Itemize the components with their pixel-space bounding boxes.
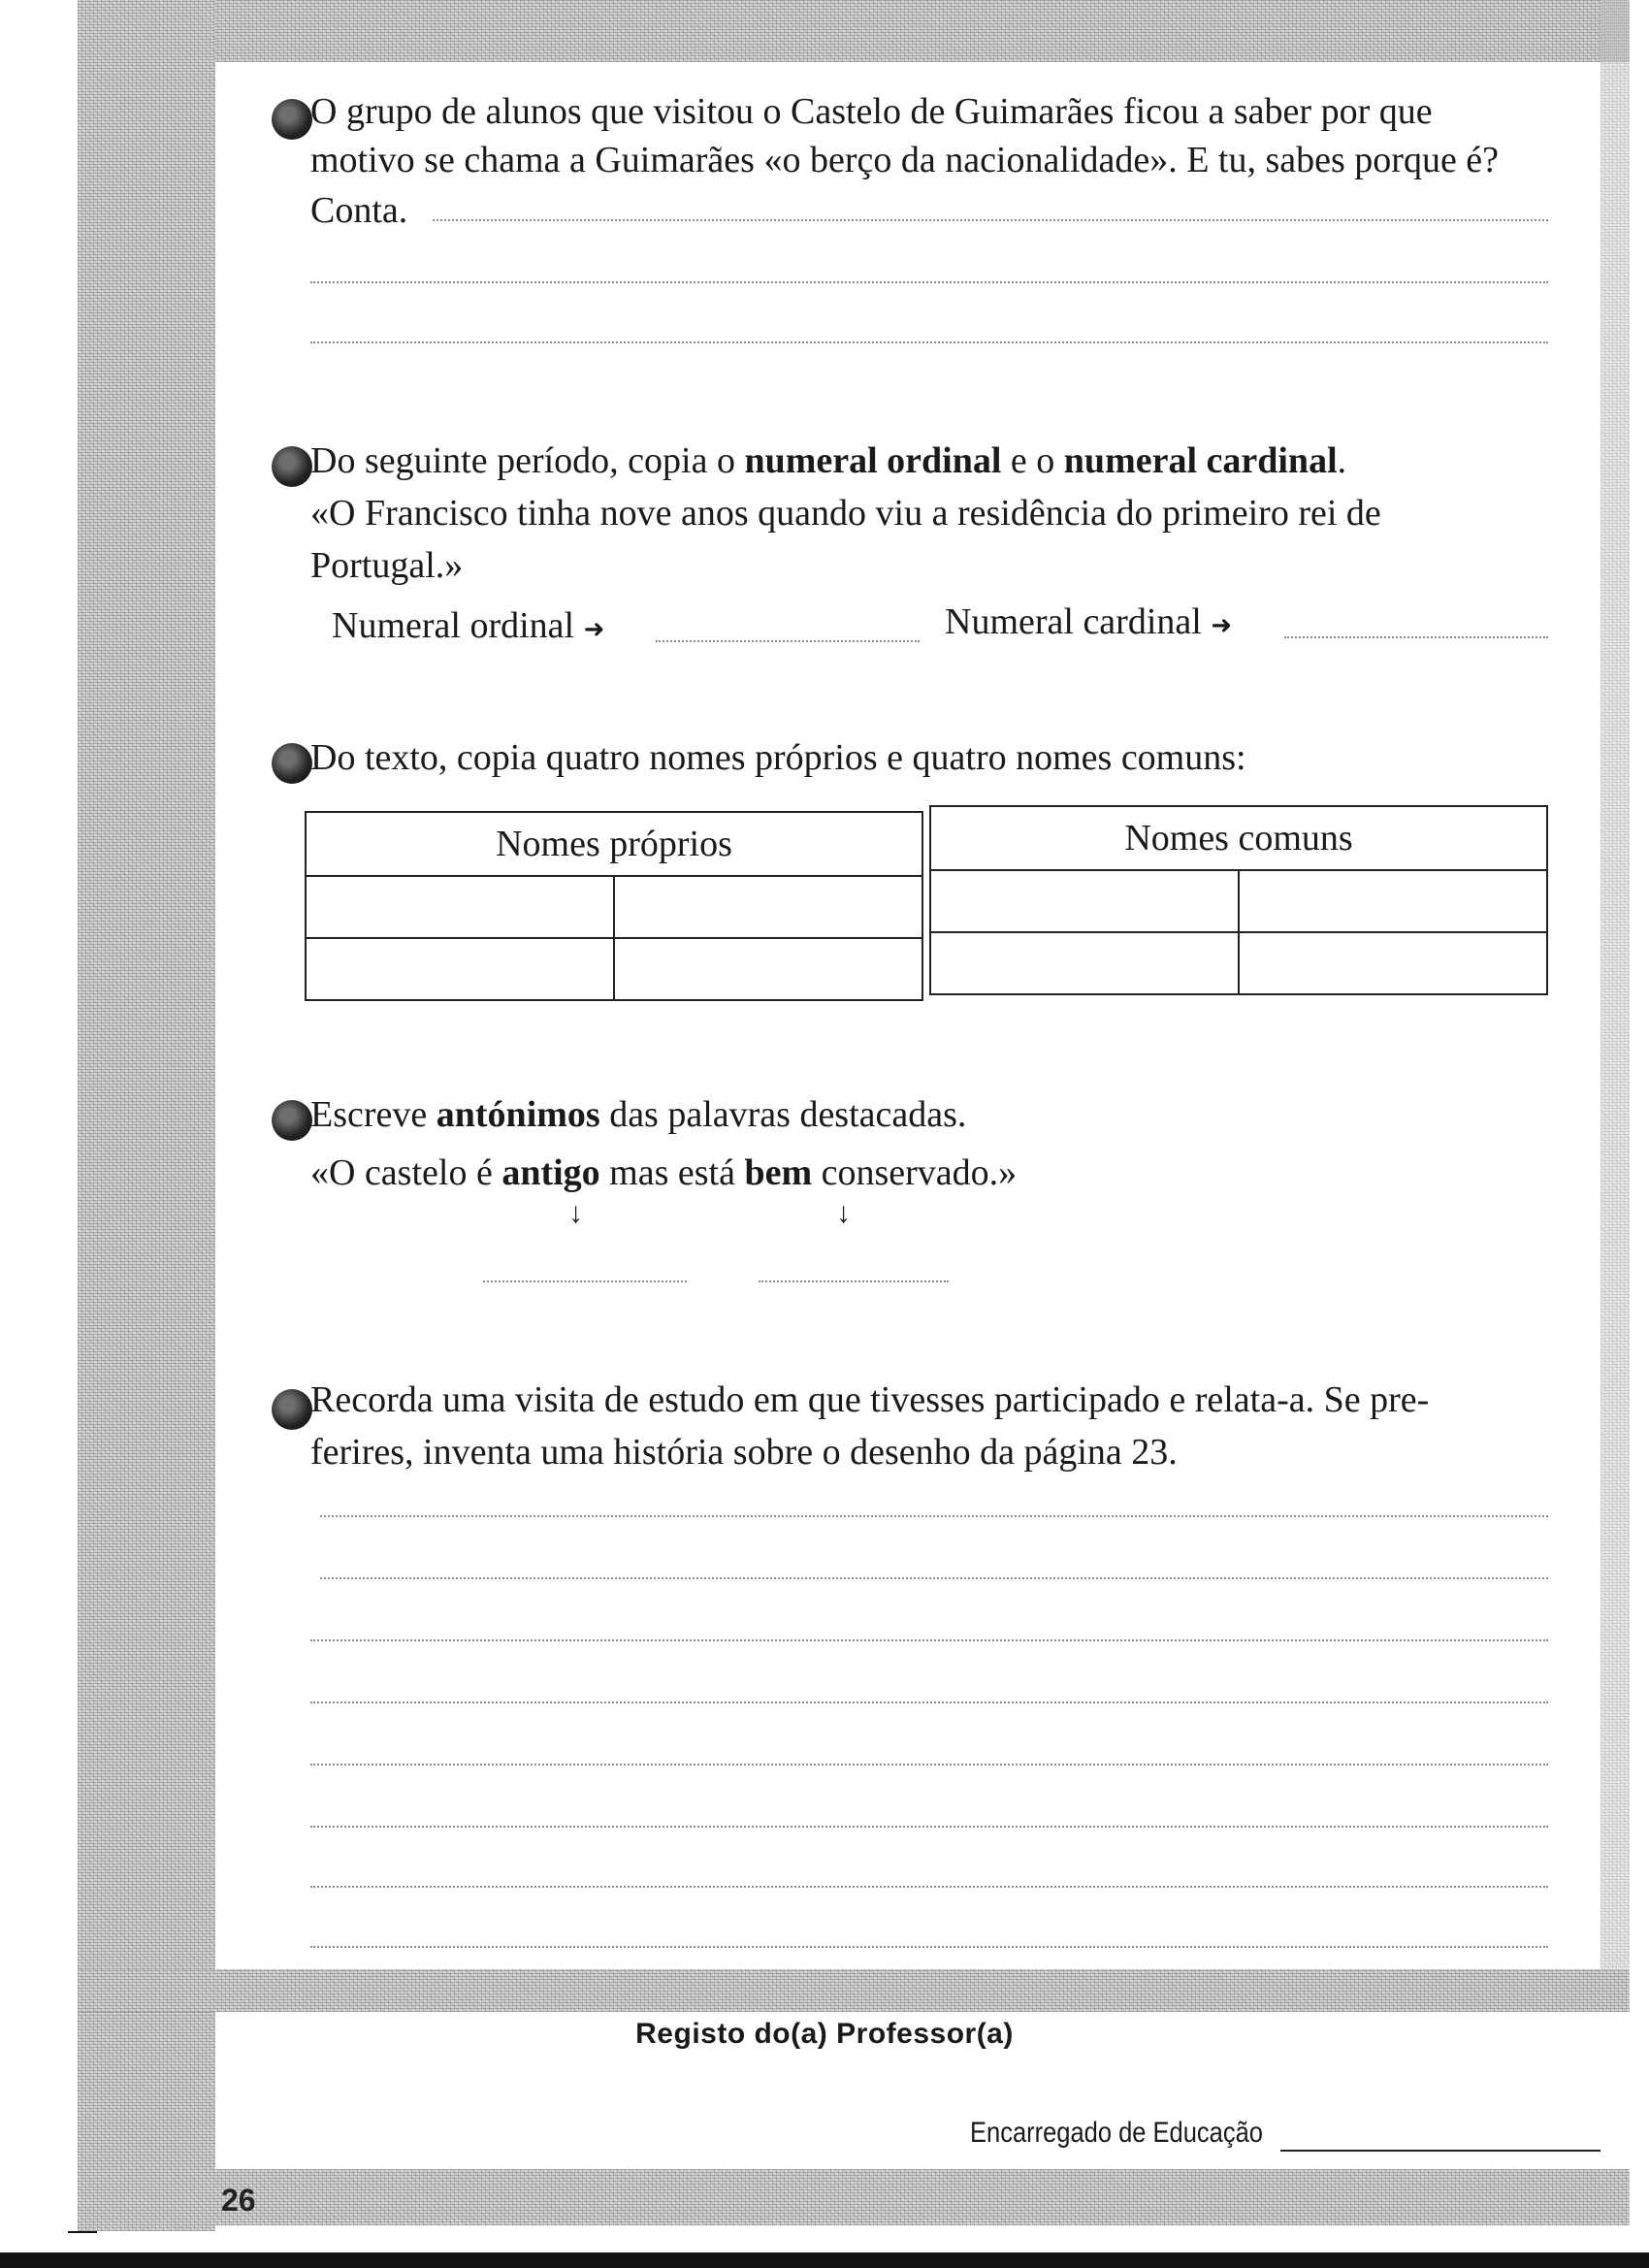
table-cell[interactable] <box>1239 870 1547 932</box>
answer-line[interactable] <box>310 281 1548 283</box>
page-number: 26 <box>221 2183 256 2218</box>
story-line[interactable] <box>310 1701 1548 1703</box>
q4-instruction: Escreve antónimos das palavras destacadas. <box>310 1094 967 1135</box>
q1-line1: O grupo de alunos que visitou o Castelo de Guimarães ficou a saber por que <box>310 91 1433 132</box>
scan-border-left <box>78 0 215 2231</box>
q5-line1: Recorda uma visita de estudo em que tivesses participado e relata-a. Se pre- <box>310 1379 1430 1420</box>
story-line[interactable] <box>310 1886 1548 1888</box>
table-cell[interactable] <box>930 932 1239 994</box>
scan-border-right <box>1600 0 1630 1979</box>
question-bullet-icon <box>272 743 312 784</box>
scan-border-top <box>78 0 1630 62</box>
down-arrow-icon: ↓ <box>836 1197 851 1229</box>
story-line[interactable] <box>310 1826 1548 1828</box>
q4-quote: «O castelo é antigo mas está bem conservado.» <box>310 1152 1018 1193</box>
guardian-label: Encarregado de Educação <box>970 2117 1263 2149</box>
ordinal-answer-line[interactable] <box>656 640 920 642</box>
story-line[interactable] <box>320 1577 1548 1579</box>
right-arrow-icon: ➜ <box>1211 611 1233 639</box>
table-cell[interactable] <box>930 870 1239 932</box>
margin-tick <box>68 2231 97 2233</box>
cardinal-answer-line[interactable] <box>1284 636 1548 638</box>
table-cell[interactable] <box>306 876 614 938</box>
scan-border-bottom <box>78 1969 1630 2012</box>
proper-nouns-table <box>305 811 923 1001</box>
table-cell[interactable] <box>614 876 922 938</box>
teacher-record-heading: Registo do(a) Professor(a) <box>635 2018 1014 2050</box>
q2-instruction: Do seguinte período, copia o numeral ordinal e o numeral cardinal. <box>310 440 1347 481</box>
question-bullet-icon <box>272 99 312 140</box>
down-arrow-icon: ↓ <box>568 1197 583 1229</box>
common-nouns-header: Nomes comuns <box>930 806 1547 870</box>
q2-quote-line1: «O Francisco tinha nove anos quando viu a residência do primeiro rei de <box>310 493 1381 534</box>
table-cell[interactable] <box>306 938 614 1000</box>
bottom-rule <box>0 2252 1649 2268</box>
answer-line[interactable] <box>433 219 1548 221</box>
story-line[interactable] <box>310 1946 1548 1948</box>
q1-line2: motivo se chama a Guimarães «o berço da nacionalidade». E tu, sabes porque é? <box>310 140 1500 180</box>
antonym-answer-line[interactable] <box>759 1280 949 1282</box>
answer-line[interactable] <box>310 341 1548 343</box>
cardinal-label: Numeral cardinal ➜ <box>945 601 1233 642</box>
question-bullet-icon <box>272 1389 312 1430</box>
ordinal-label: Numeral ordinal ➜ <box>332 605 605 646</box>
story-line[interactable] <box>310 1639 1548 1641</box>
table-cell[interactable] <box>1239 932 1547 994</box>
q3-instruction: Do texto, copia quatro nomes próprios e quatro nomes comuns: <box>310 737 1246 778</box>
q5-line2: ferires, inventa uma história sobre o desenho da página 23. <box>310 1432 1178 1473</box>
question-bullet-icon <box>272 446 312 487</box>
question-bullet-icon <box>272 1100 312 1141</box>
scan-border-footer <box>78 2169 1630 2225</box>
q2-quote-line2: Portugal.» <box>310 545 464 586</box>
guardian-signature-line[interactable] <box>1280 2150 1600 2152</box>
common-nouns-table <box>929 805 1548 995</box>
right-arrow-icon: ➜ <box>583 615 605 643</box>
table-cell[interactable] <box>614 938 922 1000</box>
proper-nouns-header: Nomes próprios <box>306 812 922 876</box>
story-line[interactable] <box>310 1764 1548 1766</box>
worksheet-content <box>215 62 1600 1969</box>
q1-line3: Conta. <box>310 190 408 231</box>
antonym-answer-line[interactable] <box>483 1280 687 1282</box>
story-line[interactable] <box>320 1515 1548 1517</box>
